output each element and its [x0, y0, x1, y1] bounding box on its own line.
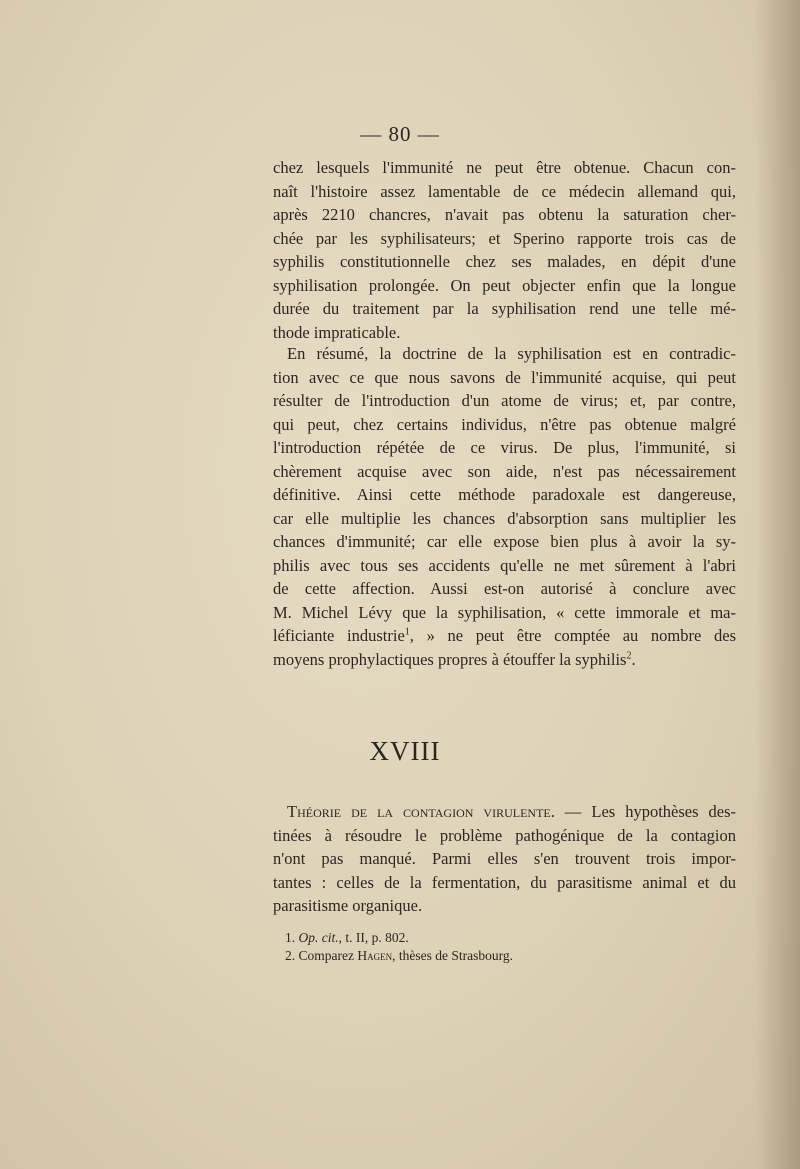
text-line: chée par les syphilisateurs; et Sperino rapporte trois cas de [273, 228, 736, 248]
paragraph-2 [273, 342, 736, 671]
footnote-prefix: Comparez [298, 948, 358, 963]
text-line: l'introduction répétée de ce virus. De plus, l'immunité, si [273, 438, 736, 457]
text-line: n'ont pas manqué. Parmi elles s'en trouvent trois impor- [273, 849, 736, 868]
text-line [273, 624, 736, 648]
text-segment: , » ne peut être comptée au nombre des [409, 626, 736, 645]
footnote-text: , thèses de Strasbourg. [392, 948, 513, 963]
text-line: naît l'histoire assez lamentable de ce médecin allemand qui, [273, 181, 736, 201]
section-title: Théorie de la contagion virulente. [287, 802, 555, 821]
text-line: chèrement acquise avec son aide, n'est pas nécessairement [273, 461, 736, 481]
page-number: — 80 — [360, 122, 440, 146]
footnote-1 [285, 929, 715, 947]
footnote-author: Hagen [357, 948, 393, 963]
footnote-ref-1: 1 [404, 626, 410, 638]
footnote-marker: 1. [285, 930, 296, 945]
text-line: parasitisme organique. [273, 896, 423, 915]
footnote-text: , t. II, p. 802. [338, 930, 409, 945]
text-line: après 2210 chancres, n'avait pas obtenu la saturation cher- [273, 205, 736, 224]
text-line [273, 648, 736, 672]
text-line: de cette affection. Aussi est-on autorisé à conclure avec [273, 579, 736, 598]
text-line [273, 800, 736, 824]
text-line: tinées à résoudre le problème pathogénique de la contagion [273, 825, 736, 845]
text-line: tion avec ce que nous savons de l'immunité acquise, qui peut [273, 367, 736, 387]
text-line: résulter de l'introduction d'un atome de virus; et, par contre, [273, 391, 736, 410]
text-line: tantes : celles de la fermentation, du parasitisme animal et du [273, 872, 736, 892]
text-segment: — Les hypothèses des- [554, 802, 737, 821]
footnote-2 [285, 947, 715, 965]
footnotes [285, 929, 715, 965]
section-heading: XVIII [369, 736, 441, 766]
text-segment: moyens prophylactiques propres à étouffer la syphilis [273, 649, 627, 669]
text-line: chez lesquels l'immunité ne peut être obtenue. Chacun con- [273, 158, 736, 177]
text-segment: . [631, 649, 636, 669]
text-segment: léficiante industrie [273, 626, 405, 645]
text-line: philis avec tous ses accidents qu'elle ne met sûrement à l'abri [273, 555, 736, 575]
text-line: qui peut, chez certains individus, n'être pas obtenue malgré [273, 414, 736, 434]
footnote-marker: 2. [285, 948, 296, 963]
text-line: syphilisation prolongée. On peut objecter enfin que la longue [273, 275, 736, 295]
text-line: syphilis constitutionnelle chez ses malades, en dépit d'une [273, 252, 736, 271]
text-line: M. Michel Lévy que la syphilisation, « cette immorale et ma- [273, 602, 736, 622]
text-line: chances d'immunité; car elle expose bien plus à avoir la sy- [273, 532, 736, 551]
page-edge-shadow [755, 0, 800, 1169]
text-line: En résumé, la doctrine de la syphilisation est en contradic- [287, 344, 736, 363]
text-line: durée du traitement par la syphilisation rend une telle mé- [273, 299, 736, 318]
text-line: thode impraticable. [273, 322, 401, 342]
paragraph-3 [273, 800, 736, 918]
text-line: définitive. Ainsi cette méthode paradoxale est dangereuse, [273, 485, 736, 504]
text-line: car elle multiplie les chances d'absorption sans multiplier les [273, 508, 736, 528]
footnote-italic: Op. cit. [298, 930, 339, 945]
footnote-ref-2: 2 [626, 650, 632, 661]
paragraph-1 [273, 156, 736, 344]
